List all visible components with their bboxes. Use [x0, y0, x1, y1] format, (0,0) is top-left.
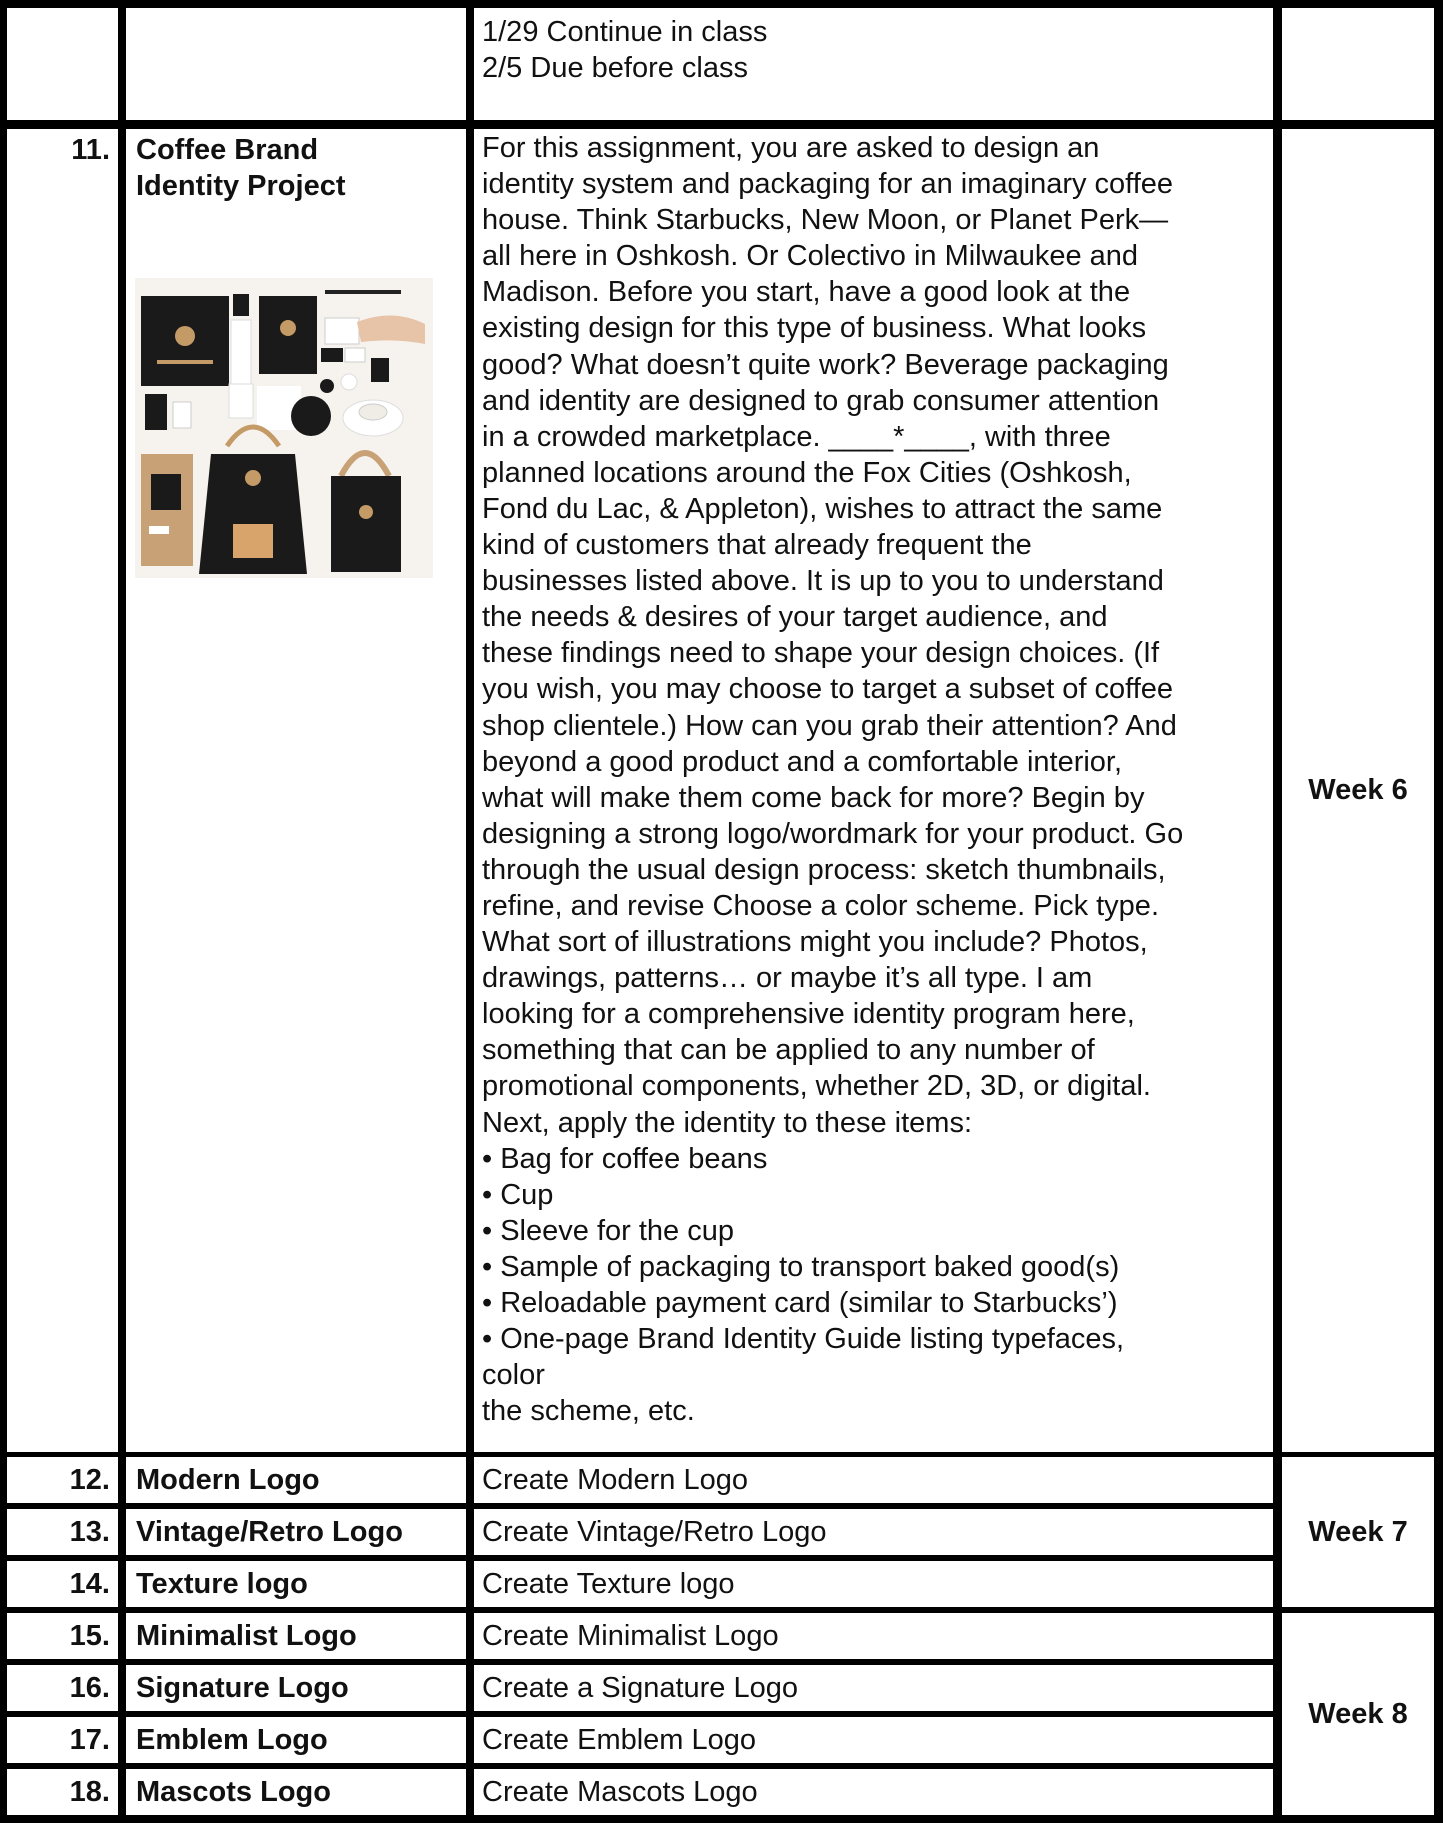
- description-line: kind of customers that already frequent the: [482, 529, 1032, 562]
- top-row-line: 2/5 Due before class: [482, 52, 748, 85]
- description-line: Fond du Lac, & Appleton), wishes to attract the same: [482, 492, 1163, 525]
- description-line: in a crowded marketplace. ____*____, with three: [482, 420, 1111, 453]
- description-line: through the usual design process: sketch thumbnails,: [482, 853, 1166, 886]
- row-divider-top: [0, 120, 1443, 129]
- description-line: identity system and packaging for an imaginary coffee: [482, 168, 1174, 201]
- description-line: house. Think Starbucks, New Moon, or Planet Perk—: [482, 204, 1169, 237]
- project-title-line: Coffee Brand: [136, 134, 319, 166]
- column-divider-2: [466, 0, 474, 1823]
- description-line: shop clientele.) How can you grab their attention? And: [482, 709, 1177, 742]
- description-line: • Bag for coffee beans: [482, 1142, 768, 1175]
- top-row-description: [482, 14, 1262, 86]
- row-title: Vintage/Retro Logo: [136, 1515, 403, 1548]
- week-label: Week 8: [1308, 1697, 1408, 1730]
- row-number: 18.: [69, 1775, 110, 1808]
- description-line: beyond a good product and a comfortable interior,: [482, 745, 1123, 778]
- column-divider-1: [118, 0, 126, 1823]
- description-line: promotional components, whether 2D, 3D, or digital.: [482, 1070, 1151, 1103]
- description-line: the needs & desires of your target audience, and: [482, 601, 1108, 634]
- description-line: something that can be applied to any number of: [482, 1034, 1095, 1067]
- row-title: Minimalist Logo: [136, 1619, 357, 1652]
- row-title: Emblem Logo: [136, 1723, 328, 1756]
- table-border-top: [0, 0, 1443, 8]
- description-line: Madison. Before you start, have a good look at the: [482, 276, 1131, 309]
- description-line: designing a strong logo/wordmark for your product. Go: [482, 817, 1184, 850]
- coffee-branding-mockup-image: [135, 278, 433, 578]
- table-border-left: [0, 0, 7, 1823]
- column-divider-3: [1273, 0, 1282, 1823]
- row-description: Create Mascots Logo: [482, 1775, 758, 1808]
- description-line: all here in Oshkosh. Or Colectivo in Milwaukee and: [482, 240, 1139, 273]
- description-line: What sort of illustrations might you include? Photos,: [482, 926, 1148, 959]
- row-description: Create Vintage/Retro Logo: [482, 1515, 827, 1548]
- top-row-line: 1/29 Continue in class: [482, 16, 768, 48]
- row-number: 14.: [69, 1567, 110, 1600]
- row-title: Mascots Logo: [136, 1775, 331, 1808]
- row-number: 15.: [69, 1619, 110, 1652]
- description-line: you wish, you may choose to target a subset of coffee: [482, 673, 1174, 706]
- description-line: and identity are designed to grab consumer attention: [482, 384, 1160, 417]
- project-title: [136, 132, 456, 204]
- description-line: what will make them come back for more? Begin by: [482, 781, 1145, 814]
- description-line: color: [482, 1359, 545, 1392]
- row-number: 17.: [69, 1723, 110, 1756]
- project-description: [482, 130, 1272, 1429]
- row-number: 11.: [71, 134, 110, 166]
- description-line: existing design for this type of business. What looks: [482, 312, 1147, 345]
- row-number: 13.: [69, 1515, 110, 1548]
- description-line: the scheme, etc.: [482, 1395, 695, 1428]
- description-line: good? What doesn’t quite work? Beverage packaging: [482, 348, 1169, 381]
- row-description: Create Modern Logo: [482, 1463, 748, 1496]
- description-line: • Cup: [482, 1178, 554, 1211]
- row-description: Create Texture logo: [482, 1567, 735, 1600]
- description-line: refine, and revise Choose a color scheme. Pick type.: [482, 889, 1159, 922]
- row-description: Create Minimalist Logo: [482, 1619, 779, 1652]
- description-line: • Sample of packaging to transport baked good(s): [482, 1250, 1120, 1283]
- description-line: For this assignment, you are asked to design an: [482, 132, 1100, 164]
- row-description: Create a Signature Logo: [482, 1671, 798, 1704]
- description-line: these findings need to shape your design choices. (If: [482, 637, 1160, 670]
- row-number: 12.: [69, 1463, 110, 1496]
- table-border-bottom: [0, 1815, 1443, 1823]
- row-description: Create Emblem Logo: [482, 1723, 757, 1756]
- week-label: Week 6: [1308, 774, 1408, 807]
- description-line: businesses listed above. It is up to you to understand: [482, 565, 1164, 598]
- description-line: planned locations around the Fox Cities (Oshkosh,: [482, 456, 1132, 489]
- row-title: Modern Logo: [136, 1463, 320, 1496]
- description-line: • One-page Brand Identity Guide listing typefaces,: [482, 1323, 1125, 1356]
- week-label: Week 7: [1308, 1515, 1408, 1548]
- table-border-right: [1434, 0, 1443, 1823]
- description-line: drawings, patterns… or maybe it’s all type. I am: [482, 962, 1093, 995]
- description-line: looking for a comprehensive identity program here,: [482, 998, 1135, 1031]
- row-number: 16.: [69, 1671, 110, 1704]
- description-line: • Reloadable payment card (similar to Starbucks’): [482, 1287, 1118, 1319]
- row-title: Texture logo: [136, 1567, 308, 1600]
- row-title: Signature Logo: [136, 1671, 349, 1704]
- description-line: Next, apply the identity to these items:: [482, 1106, 973, 1139]
- project-title-line: Identity Project: [136, 170, 346, 203]
- description-line: • Sleeve for the cup: [482, 1214, 734, 1247]
